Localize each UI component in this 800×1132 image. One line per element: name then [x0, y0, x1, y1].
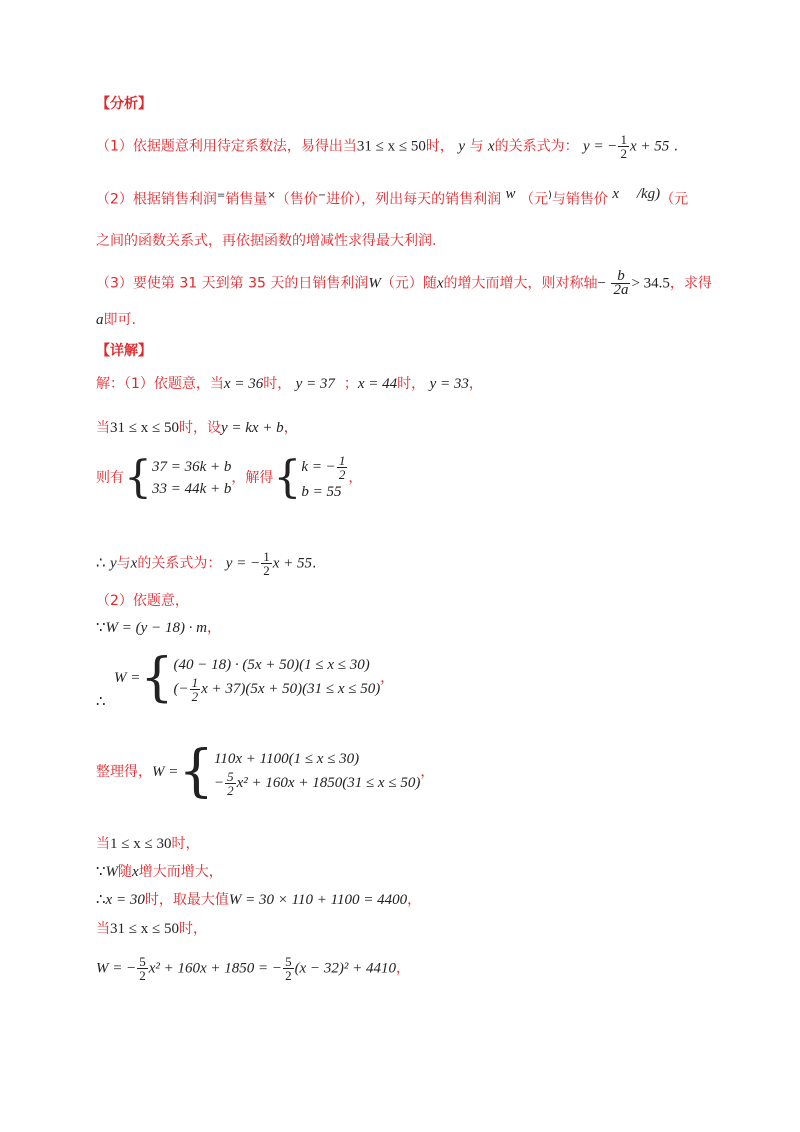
- analysis-line-1: （1）依据题意利用待定系数法，易得出当31 ≤ x ≤ 50时， y 与 x的关系式为： y = − $\frac{1}{2}$ x + 55 .: [96, 132, 679, 161]
- detail-line-4: ∴ y与x的关系式为： y = − $\frac{1}{2}$ x + 55.: [96, 549, 317, 578]
- detail-line-9: 当1 ≤ x ≤ 30时，: [96, 836, 200, 852]
- detail-line-1: 解：（1）依题意，当x = 36时， y = 37 ；x = 44时， y = 33，: [96, 376, 483, 392]
- detail-line-10: ∵W随x增大而增大，: [96, 864, 223, 880]
- analysis-line-2: （2）根据销售利润=销售量×（售价−进价），列出每天的销售利润 $^w$ （元)与销售价 $^x$ $^{/kg)}$（元: [96, 186, 689, 208]
- fraction-b-over-2a: $\frac{b}{2a}$: [613, 268, 629, 298]
- detail-line-3: 则有{ 37 = 36k + b 33 = 44k + b ，解得{ k = − $\frac{1}{2}$ b = 55 ，: [96, 452, 363, 503]
- detail-line-5: （2）依题意，: [96, 593, 189, 609]
- detail-heading: 【详解】: [96, 343, 152, 359]
- detail-line-13: W = − $\frac{5}{2}$ x² + 160x + 1850 = − $\frac{5}{2}$ (x − 32)² + 4410，: [96, 954, 410, 983]
- analysis-line-3: （3）要使第 31 天到第 35 天的日销售利润W（元）随x的增大而增大，则对称轴− $\frac{b}{2a}$ > 34.5，求得: [96, 268, 712, 298]
- detail-line-6: ∵W = (y − 18) · m，: [96, 620, 222, 636]
- detail-line-12: 当31 ≤ x ≤ 50时，: [96, 921, 207, 937]
- detail-line-2: 当31 ≤ x ≤ 50时，设y = kx + b，: [96, 420, 298, 436]
- detail-line-7: ∴ W ={ (40 − 18) · (5x + 50)(1 ≤ x ≤ 30) (− $\frac{1}{2}$ x + 37)(5x + 50)(31 ≤ x ≤ 50) ，: [96, 648, 395, 710]
- fraction-one-half: $\frac{1}{2}$: [620, 132, 627, 161]
- detail-line-11: ∴x = 30时，取最大值W = 30 × 110 + 1100 = 4400，: [96, 892, 422, 908]
- analysis-heading: 【分析】: [96, 96, 152, 112]
- detail-line-8: 整理得，W ={ 110x + 1100(1 ≤ x ≤ 30) − $\frac{5}{2}$ x² + 160x + 1850(31 ≤ x ≤ 50) ，: [96, 739, 435, 804]
- analysis-line-2b: 之间的函数关系式，再依据函数的增减性求得最大利润.: [96, 233, 437, 249]
- analysis-line-3b: a即可.: [96, 312, 136, 328]
